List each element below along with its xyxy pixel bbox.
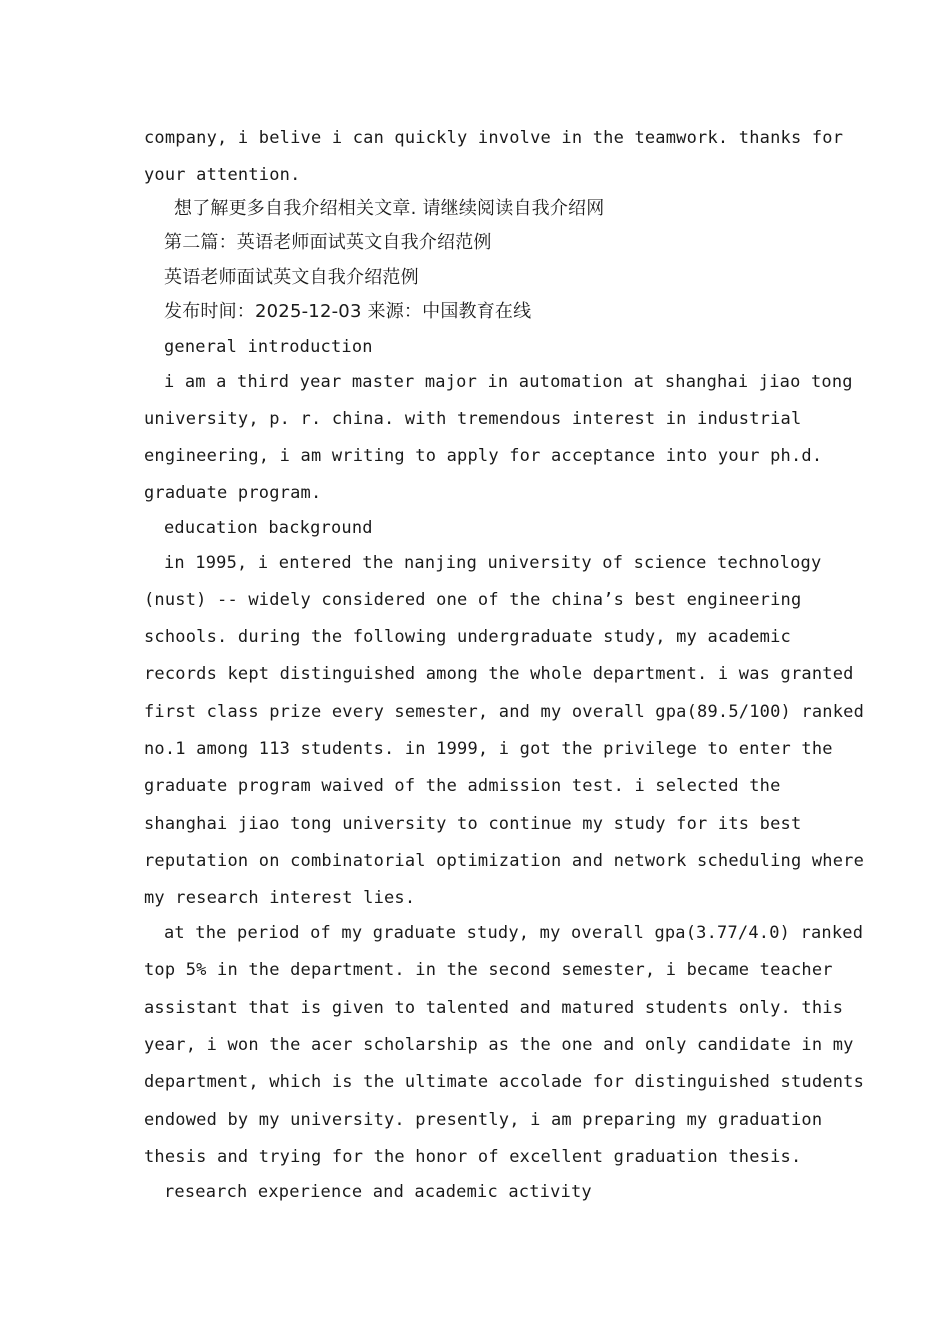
body-text-line: endowed by my university. presently, i am preparing my graduation [144,1110,823,1130]
body-text-line: your attention. [144,165,301,185]
related-articles-note: 想了解更多自我介绍相关文章. 请继续阅读自我介绍网 [174,198,605,219]
body-text-line: graduate program. [144,483,322,503]
subheading-general-introduction: general introduction [164,337,373,357]
body-text-line: records kept distinguished among the whole department. i was granted [144,664,854,684]
article-title: 英语老师面试英文自我介绍范例 [164,267,419,288]
body-text-line: first class prize every semester, and my overall gpa(89.5/100) ranked [144,702,865,722]
body-text-line: year, i won the acer scholarship as the one and only candidate in my [144,1035,854,1055]
publish-info: 发布时间：2025-12-03 来源：中国教育在线 [164,301,532,322]
body-text-line: reputation on combinatorial optimization and network scheduling where [144,851,865,871]
body-text-line: schools. during the following undergraduate study, my academic [144,627,791,647]
body-text-line: company, i belive i can quickly involve in the teamwork. thanks for [144,128,844,148]
body-text-line: i am a third year master major in automation at shanghai jiao tong [164,372,853,392]
body-text-line: shanghai jiao tong university to continue my study for its best [144,814,802,834]
body-text-line: in 1995, i entered the nanjing university of science technology [164,553,822,573]
body-text-line: engineering, i am writing to apply for acceptance into your ph.d. [144,446,823,466]
body-text-line: top 5% in the department. in the second semester, i became teacher [144,960,833,980]
body-text-line: at the period of my graduate study, my overall gpa(3.77/4.0) ranked [164,923,864,943]
body-text-line: assistant that is given to talented and matured students only. this [144,998,844,1018]
body-text-line: graduate program waived of the admission test. i selected the [144,776,781,796]
body-text-line: thesis and trying for the honor of excellent graduation thesis. [144,1147,802,1167]
body-text-line: department, which is the ultimate accolade for distinguished students [144,1072,865,1092]
body-text-line: (nust) -- widely considered one of the china’s best engineering [144,590,802,610]
body-text-line: my research interest lies. [144,888,416,908]
section-heading: 第二篇：英语老师面试英文自我介绍范例 [164,232,492,253]
body-text-line: no.1 among 113 students. in 1999, i got the privilege to enter the [144,739,833,759]
subheading-research-experience: research experience and academic activity [164,1182,592,1202]
body-text-line: university, p. r. china. with tremendous interest in industrial [144,409,802,429]
subheading-education-background: education background [164,518,373,538]
